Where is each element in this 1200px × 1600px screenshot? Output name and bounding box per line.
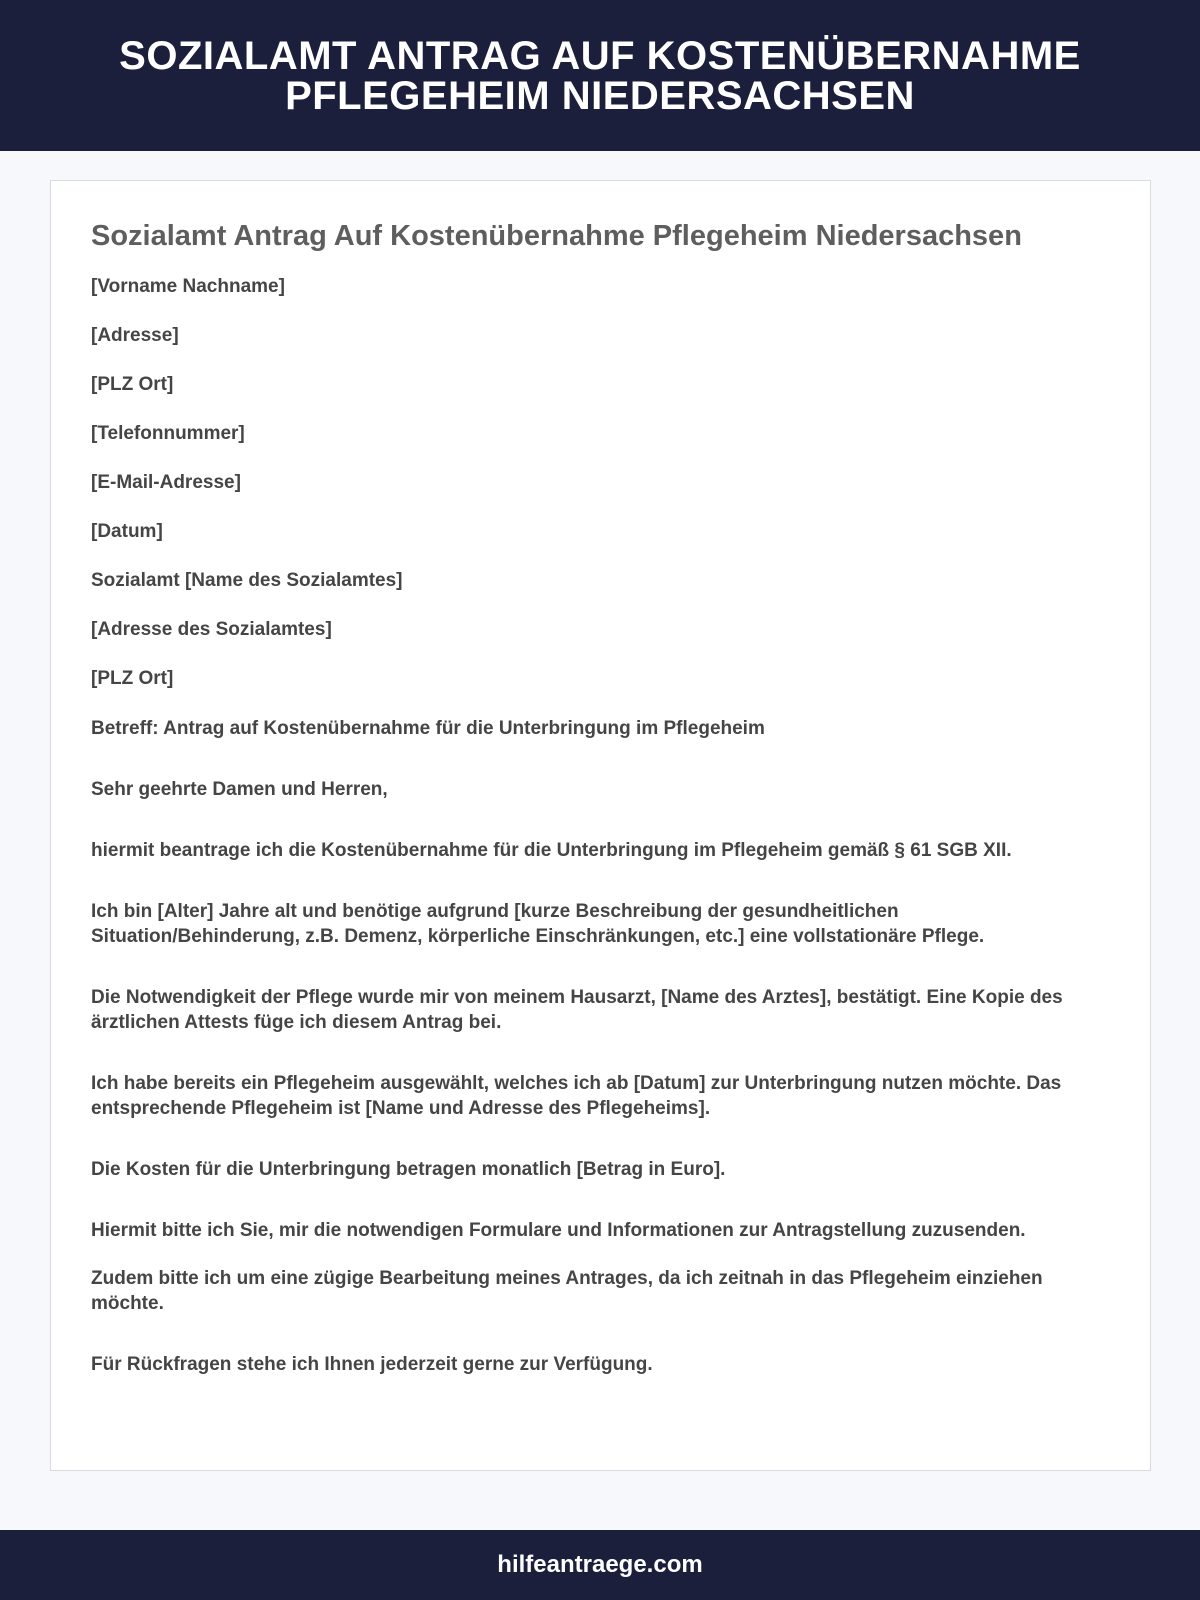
sender-block <box>91 275 1110 544</box>
page-header <box>0 0 1200 151</box>
sender-address: [Adresse] <box>91 325 179 346</box>
page-title: SOZIALAMT ANTRAG AUF KOSTENÜBERNAHME PFLEGEHEIM NIEDERSACHSEN <box>119 33 1081 118</box>
letter-paragraph: Ich bin [Alter] Jahre alt und benötige aufgrund [kurze Beschreibung der gesundheitlichen Situation/Behinderung, z.B. Demenz, körperliche Einschränkungen, etc.] eine vollstationäre Pflege. <box>91 901 985 947</box>
letter-salutation: Sehr geehrte Damen und Herren, <box>91 779 388 800</box>
letter-paragraph: Hiermit bitte ich Sie, mir die notwendigen Formulare und Informationen zur Antragstellung zuzusenden. <box>91 1220 1026 1241</box>
letter-closing: Für Rückfragen stehe ich Ihnen jederzeit gerne zur Verfügung. <box>91 1354 653 1375</box>
recipient-address: [Adresse des Sozialamtes] <box>91 619 332 640</box>
letter-paragraph: Zudem bitte ich um eine zügige Bearbeitung meines Antrages, da ich zeitnah in das Pflegeheim einziehen möchte. <box>91 1268 1043 1314</box>
letter-paragraph: Ich habe bereits ein Pflegeheim ausgewählt, welches ich ab [Datum] zur Unterbringung nutzen möchte. Das entsprechende Pflegeheim ist [Name und Adresse des Pflegeheims]. <box>91 1073 1062 1119</box>
footer-site-link[interactable]: hilfeantraege.com <box>497 1551 703 1578</box>
page-footer <box>0 1530 1200 1600</box>
sender-name: [Vorname Nachname] <box>91 276 285 297</box>
sender-phone: [Telefonnummer] <box>91 423 245 444</box>
recipient-city: [PLZ Ort] <box>91 668 174 689</box>
sender-email: [E-Mail-Adresse] <box>91 472 241 493</box>
letter-date: [Datum] <box>91 521 163 542</box>
recipient-name: Sozialamt [Name des Sozialamtes] <box>91 570 403 591</box>
document-title: Sozialamt Antrag Auf Kostenübernahme Pflegeheim Niedersachsen <box>91 220 1022 252</box>
letter-paragraph: Die Kosten für die Unterbringung betragen monatlich [Betrag in Euro]. <box>91 1159 726 1180</box>
letter-subject: Betreff: Antrag auf Kostenübernahme für die Unterbringung im Pflegeheim <box>91 718 765 739</box>
recipient-block <box>91 569 1110 691</box>
sender-city: [PLZ Ort] <box>91 374 174 395</box>
letter-paragraph: hiermit beantrage ich die Kostenübernahme für die Unterbringung im Pflegeheim gemäß § 61 SGB XII. <box>91 840 1012 861</box>
letter-paragraph: Die Notwendigkeit der Pflege wurde mir von meinem Hausarzt, [Name des Arztes], bestätigt. Eine Kopie des ärztlichen Attests füge ich diesem Antrag bei. <box>91 987 1063 1033</box>
document-card <box>50 180 1151 1471</box>
